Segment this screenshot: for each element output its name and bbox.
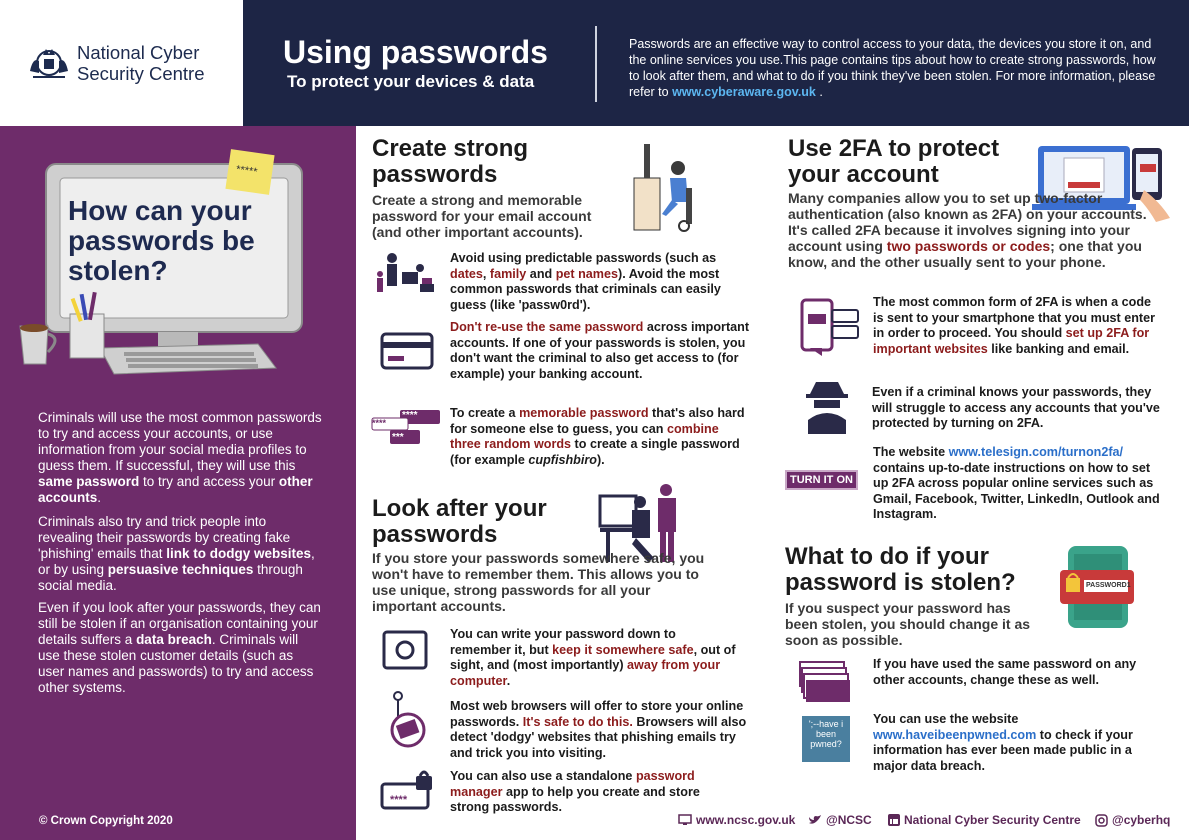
p2-bold-dodgy-websites: link to dodgy websites <box>166 546 312 561</box>
stolen-i2-c: to check if your information has ever been made public in a major data breach. <box>873 727 1133 773</box>
create-i3-memorable: memorable password <box>519 406 649 420</box>
footer-linkedin-text: National Cyber Security Centre <box>904 813 1081 827</box>
footer-instagram-text: @cyberhq <box>1112 813 1171 827</box>
footer-website[interactable] <box>678 813 795 827</box>
password-manager-icon <box>380 766 436 812</box>
p1-text-e: . <box>97 490 102 505</box>
look-i2-safe: It's safe to do this. <box>522 714 633 729</box>
create-i1-pet-names: pet names <box>555 266 618 281</box>
criminal-icon <box>804 380 850 434</box>
twofa-item-common <box>873 295 1163 357</box>
safe-icon <box>380 628 430 672</box>
stars-2-text: **** <box>372 418 387 428</box>
create-i3-g: ). <box>596 452 605 467</box>
create-heading-line-1: Create strong <box>372 135 529 162</box>
create-i3-e: to create a single password (for example <box>450 437 740 467</box>
intro-end: . <box>815 85 823 99</box>
ncsc-logo[interactable] <box>0 0 243 126</box>
look-heading-line-1: Look after your <box>372 495 547 522</box>
credit-card-icon <box>380 332 434 370</box>
create-heading-line-2: passwords <box>372 161 498 188</box>
create-i3-example: cupfishbiro <box>528 452 597 467</box>
linkedin-icon <box>888 814 900 826</box>
sticky-note-text: ***** <box>235 163 259 179</box>
create-i1-a: Avoid using predictable passwords (such as <box>450 251 717 265</box>
logo-wordmark <box>77 42 205 84</box>
stolen-heading <box>785 544 1016 596</box>
create-item-predictable <box>450 251 750 313</box>
p3-text-c: . Criminals will use these stolen customer details (such as user names and passwords) to try and access other systems. <box>38 632 314 695</box>
create-item-reuse <box>450 320 750 382</box>
look-i1-a: You can write your password down to remember it, but <box>450 627 676 657</box>
stolen-item-change: If you have used the same password on any other accounts, change these as well. <box>873 657 1137 687</box>
twofa-lead <box>788 190 1164 270</box>
telesign-link[interactable]: www.telesign.com/turnon2fa/ <box>948 445 1124 459</box>
twitter-icon <box>808 814 822 826</box>
monitor-icon <box>678 814 692 826</box>
left-paragraph-1 <box>38 410 323 506</box>
look-i3-a: You can also use a standalone <box>450 769 636 783</box>
page-title: Using passwords <box>283 34 548 70</box>
stolen-lead: If you suspect your password has been stolen, you should change it as soon as possible. <box>785 600 1031 648</box>
look-heading-line-2: passwords <box>372 521 498 548</box>
logo-line-2: Security Centre <box>77 63 205 84</box>
logo-line-1: National Cyber <box>77 42 200 63</box>
twofa-i1-setup: set up 2FA for important websites <box>873 326 1150 356</box>
footer-linkedin[interactable] <box>888 813 1081 827</box>
intro-body: Passwords are an effective way to control access to your data, the devices you store it on, and the online services you use.This page contains tips about how to create strong passwords, how to look after them, and what to do if you think they've been stolen. For more information, please refer to <box>629 37 1156 99</box>
twofa-lead-two-codes: two passwords or codes <box>886 238 1051 254</box>
look-i3-manager: password manager <box>450 769 695 799</box>
look-i1-c: , out of sight, and (most importantly) <box>450 642 736 672</box>
p1-text-c: to try and access your <box>139 474 279 489</box>
look-i2-c: Browsers will also detect 'dodgy' websites that phishing emails try and trick you into visiting. <box>450 714 747 760</box>
family-and-pet-icon <box>372 250 436 296</box>
stolen-item-hibp <box>873 712 1158 774</box>
header-divider <box>595 26 597 102</box>
twofa-i1-a: The most common form of 2FA is when a code is sent to your smartphone that you must enter in order to proceed. You should <box>873 295 1156 340</box>
stars-1-text: **** <box>402 410 418 421</box>
phone-password-text: PASSWORD1 <box>1086 582 1131 589</box>
look-i1-keep-safe: keep it somewhere safe <box>552 642 694 657</box>
twofa-i1-c: like banking and email. <box>987 341 1130 356</box>
stolen-heading-line-1: What to do if your <box>785 543 989 570</box>
create-i2-dont-reuse: Don't re-use the same password <box>450 320 644 334</box>
look-i1-away: away from your computer <box>450 658 721 688</box>
create-i2-b: across important accounts. If one of your passwords is stolen, you don't want the criminal to also get access to (for example) your banking account. <box>450 320 750 381</box>
twofa-item-criminal: Even if a criminal knows your passwords, they will struggle to access any accounts that you've protected by turning on 2FA. <box>872 385 1160 430</box>
left-paragraph-3 <box>38 600 323 696</box>
haveibeenpwned-logo: ';--have i been pwned? <box>802 716 850 762</box>
footer-twitter-text: @NCSC <box>826 813 872 827</box>
create-i1-c: , <box>482 266 490 281</box>
phishing-hook-icon <box>384 690 432 750</box>
page-header <box>0 0 1189 126</box>
create-i1-dates: dates <box>450 266 483 281</box>
create-i1-e: and <box>526 266 556 281</box>
twofa-i3-c: contains up-to-date instructions on how to set up 2FA across popular online services such as Gmail, Facebook, Twitter, LinkedIn, Outlook and Instagram. <box>873 460 1160 521</box>
left-paragraph-2 <box>38 514 323 594</box>
create-lead: Create a strong and memorable password for your email account (and other important accounts). <box>372 192 592 240</box>
twofa-heading <box>788 136 999 188</box>
look-i2-a: Most web browsers will offer to store your online passwords. <box>450 699 744 729</box>
instagram-icon <box>1095 814 1108 827</box>
look-i1-e: . <box>506 673 511 688</box>
twofa-heading-line-2: your account <box>788 161 939 188</box>
p3-bold-data-breach: data breach <box>136 632 212 647</box>
look-heading <box>372 496 547 548</box>
turn-it-on-badge: TURN IT ON <box>785 470 858 490</box>
look-item-write-down <box>450 627 740 689</box>
cyberaware-link[interactable]: www.cyberaware.gov.uk <box>672 85 816 99</box>
p3-text-a: Even if you look after your passwords, they can still be stolen if an organisation containing your details suffers a <box>38 600 321 647</box>
stolen-heading-line-2: password is stolen? <box>785 569 1016 596</box>
multiple-accounts-icon <box>798 660 852 704</box>
create-i3-c: that's also hard for someone else to guess, you can <box>450 406 745 436</box>
stolen-i2-a: You can use the website <box>873 712 1019 726</box>
intro-text <box>629 36 1169 100</box>
p1-bold-other-accounts: other accounts <box>38 474 313 505</box>
footer-twitter[interactable] <box>808 813 872 827</box>
create-i3-three-words: combine three random words <box>450 421 719 451</box>
twofa-item-telesign <box>873 445 1163 523</box>
stars-3-text: *** <box>392 432 404 443</box>
p1-text-a: Criminals will use the most common passwords to try and access your accounts, or use information from your social media profiles to guess them. If successful, they will use this <box>38 410 322 473</box>
look-lead: If you store your passwords somewhere safe, you won't have to remember them. This allows you to use unique, strong passwords for all your important accounts. <box>372 550 705 614</box>
twofa-i3-a: The website <box>873 445 949 459</box>
smartphone-code-icon <box>800 298 862 358</box>
create-i3-a: To create a <box>450 406 520 420</box>
haveibeenpwned-link[interactable]: www.haveibeenpwned.com <box>873 727 1037 742</box>
create-i1-g: ). Avoid the most common passwords that criminals can easily guess (like 'passw0rd'). <box>450 266 721 312</box>
twofa-lead-a: Many companies allow you to set up two-factor authentication (also known as 2FA) on your accounts. It's called 2FA because it involves signing into your account using <box>788 190 1147 254</box>
royal-crest-icon <box>27 43 71 83</box>
look-item-browsers <box>450 699 750 761</box>
twofa-heading-line-1: Use 2FA to protect <box>788 135 1000 162</box>
p1-bold-same-password: same password <box>38 474 140 489</box>
person-at-desk-icon <box>626 138 712 234</box>
p2-text-c: , or by using <box>38 546 315 577</box>
create-heading <box>372 136 528 188</box>
p2-text-a: Criminals also try and trick people into revealing their passwords by creating fake 'phishing' emails that <box>38 514 291 561</box>
p2-text-e: through social media. <box>38 562 303 593</box>
create-item-memorable <box>450 406 750 468</box>
twofa-lead-c: ; one that you know, and the other usually sent to your phone. <box>788 238 1142 270</box>
look-item-manager <box>450 769 740 816</box>
copyright-notice: © Crown Copyright 2020 <box>39 815 173 827</box>
footer-site-text: www.ncsc.gov.uk <box>696 813 796 827</box>
password-manager-stars: **** <box>390 794 408 806</box>
create-i1-family: family <box>489 266 527 281</box>
look-i3-c: app to help you create and store strong passwords. <box>450 784 700 814</box>
p2-bold-persuasive: persuasive techniques <box>107 562 254 577</box>
left-heading: How can your passwords be stolen? <box>68 195 255 286</box>
page-subtitle: To protect your devices & data <box>287 72 535 91</box>
footer-instagram[interactable] <box>1095 813 1170 827</box>
